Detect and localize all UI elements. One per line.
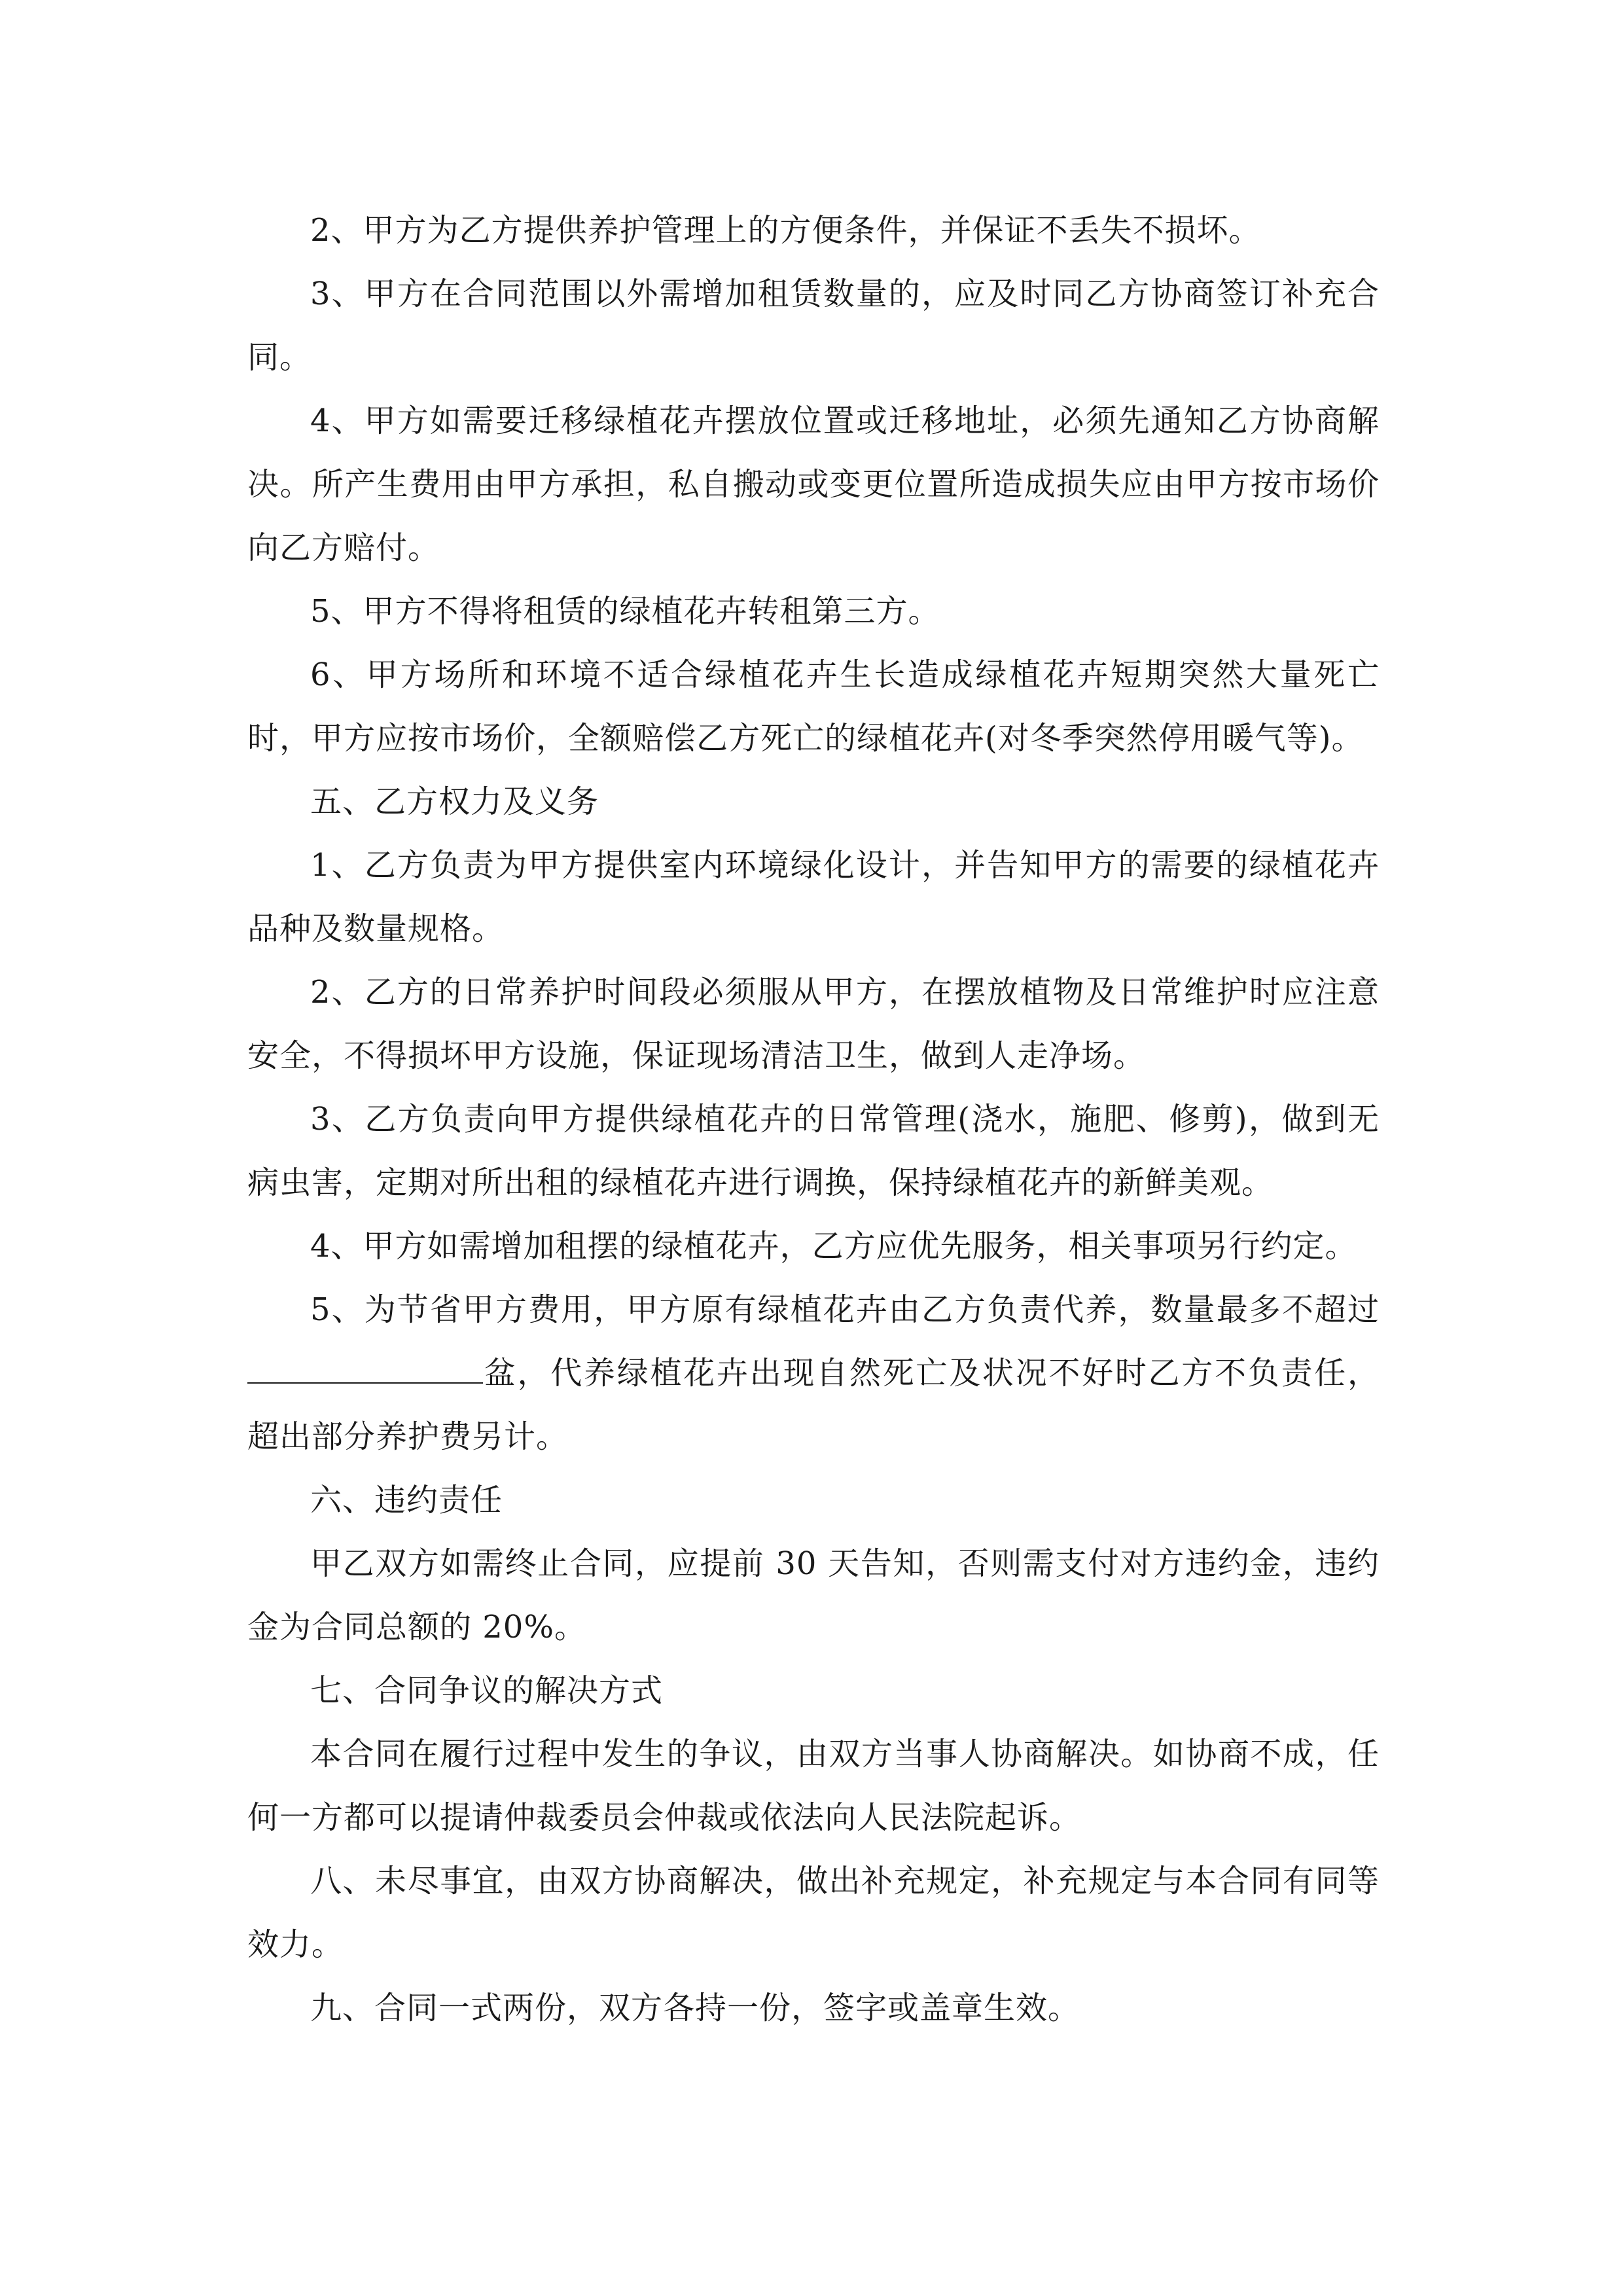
- clause-party-b-1: 1、乙方负责为甲方提供室内环境绿化设计，并告知甲方的需要的绿植花卉品种及数量规格。: [247, 847, 1380, 947]
- section-heading-party-b: 五、乙方权力及义务: [310, 783, 599, 820]
- clause-party-a-5: 5、甲方不得将租赁的绿植花卉转租第三方。: [310, 593, 940, 630]
- clause-supplement: 八、未尽事宜，由双方协商解决，做出补充规定，补充规定与本合同有同等效力。: [247, 1863, 1380, 1963]
- clause-party-a-2: 2、甲方为乙方提供养护管理上的方便条件，并保证不丢失不损坏。: [310, 212, 1261, 249]
- clause-party-b-4: 4、甲方如需增加租摆的绿植花卉，乙方应优先服务，相关事项另行约定。: [310, 1228, 1357, 1265]
- clause-party-a-6: 6、甲方场所和环境不适合绿植花卉生长造成绿植花卉短期突然大量死亡时，甲方应按市场价，全额赔偿乙方死亡的绿植花卉(对冬季突然停用暖气等)。: [247, 656, 1380, 757]
- section-heading-breach: 六、违约责任: [310, 1482, 503, 1518]
- clause-dispute: 本合同在履行过程中发生的争议，由双方当事人协商解决。如协商不成，任何一方都可以提请仲裁委员会仲裁或依法向人民法院起诉。: [247, 1736, 1380, 1836]
- document-body: [247, 199, 1380, 2040]
- fill-in-blank-pot-count[interactable]: [247, 1356, 483, 1384]
- clause-party-b-5: [247, 1278, 1380, 1469]
- clause-party-a-4: 4、甲方如需要迁移绿植花卉摆放位置或迁移地址，必须先通知乙方协商解决。所产生费用由甲方承担，私自搬动或变更位置所造成损失应由甲方按市场价向乙方赔付。: [247, 403, 1380, 566]
- clause-party-b-5-part-2: 盆，代养绿植花卉出现自然死亡及状况不好时乙方不负责任，超出部分养护费另计。: [247, 1355, 1380, 1455]
- clause-party-b-5-part-1: 5、为节省甲方费用，甲方原有绿植花卉由乙方负责代养，数量最多不超过: [310, 1291, 1380, 1328]
- clause-party-b-2: 2、乙方的日常养护时间段必须服从甲方，在摆放植物及日常维护时应注意安全，不得损坏甲方设施，保证现场清洁卫生，做到人走净场。: [247, 974, 1380, 1074]
- clause-copies: 九、合同一式两份，双方各持一份，签字或盖章生效。: [310, 1990, 1080, 2026]
- clause-party-b-3: 3、乙方负责向甲方提供绿植花卉的日常管理(浇水，施肥、修剪)，做到无病虫害，定期对所出租的绿植花卉进行调换，保持绿植花卉的新鲜美观。: [247, 1101, 1380, 1201]
- section-heading-dispute: 七、合同争议的解决方式: [310, 1672, 664, 1709]
- clause-party-a-3: 3、甲方在合同范围以外需增加租赁数量的，应及时同乙方协商签订补充合同。: [247, 276, 1380, 376]
- clause-breach: 甲乙双方如需终止合同，应提前 30 天告知，否则需支付对方违约金，违约金为合同总额的 20%。: [247, 1545, 1380, 1645]
